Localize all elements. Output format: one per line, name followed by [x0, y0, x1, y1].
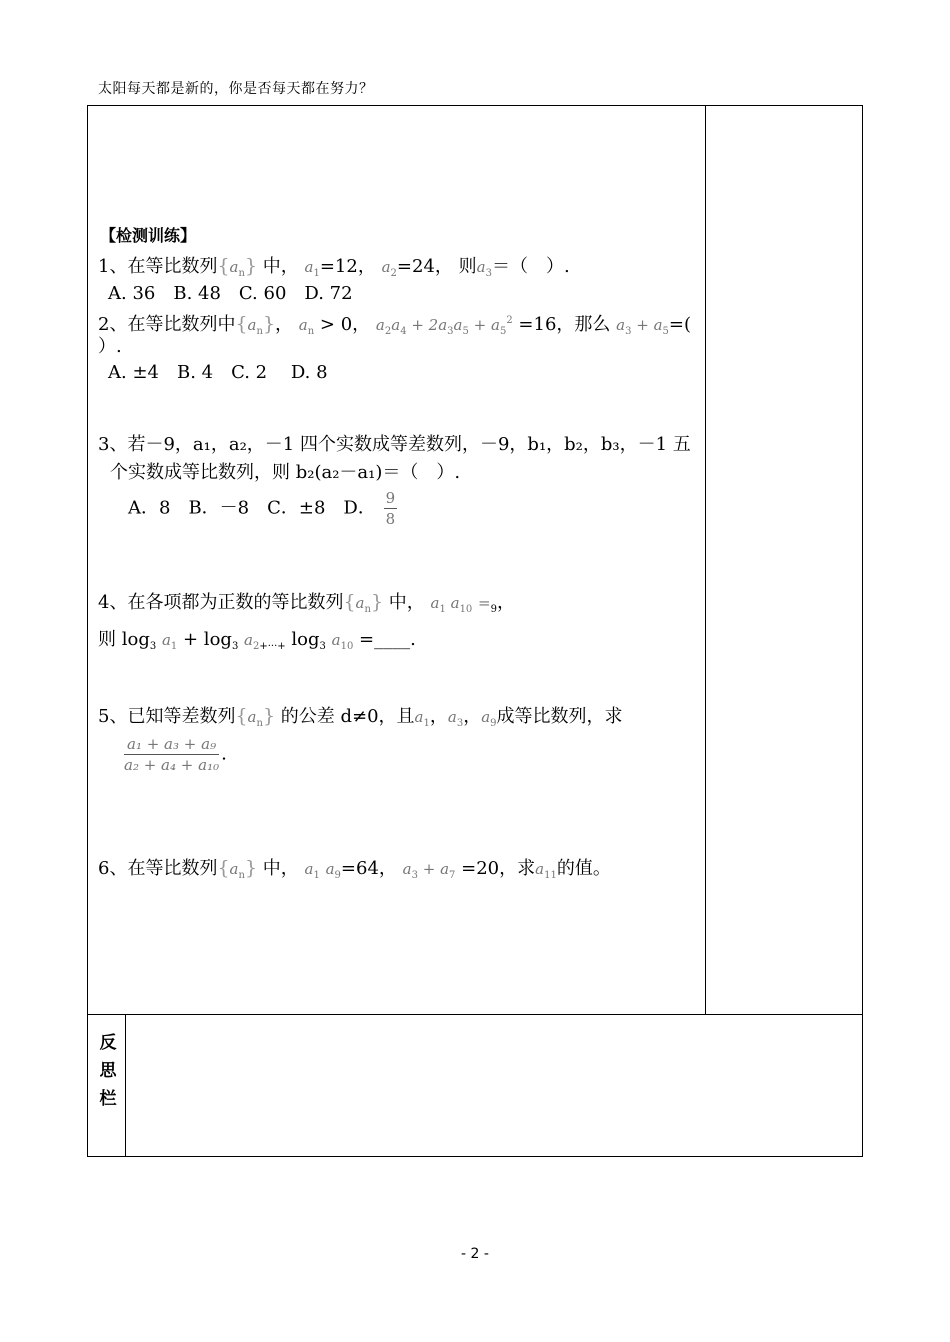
question-1: 1、在等比数列$\{a_n\}$ 中， $a_1=12$， $a_2=24$， 则$a_3=$（ ）.: [98, 255, 570, 279]
exercise-cell: [87, 105, 706, 1015]
question-1-options: A. 36 B. 48 C. 60 D. 72: [108, 283, 353, 304]
page-number: - 2 -: [461, 1246, 489, 1262]
question-2-tail: ）.: [98, 336, 122, 357]
header-motto: 太阳每天都是新的，你是否每天都在努力？: [98, 81, 374, 97]
question-3-line-2: 个实数成等比数列，则 b₂(a₂－a₁)＝（ ）.: [110, 462, 461, 483]
question-3-options: A．8 B．－8 C．±8 D． $\frac{9}{8}$: [128, 489, 396, 528]
question-4: 4、在各项都为正数的等比数列$\{a_n\}$ 中， $a_1$ $a_{10} =_9$，: [98, 591, 515, 615]
reflection-label-cell: [88, 1015, 126, 1156]
reflection-row: [87, 1014, 863, 1157]
question-4-line-2: 则 $\log_3 a_1 + \log_3 a_{2+\cdot\cdot\cdot+}$ $\log_3 a_{10}$ =____.: [98, 629, 416, 652]
question-2: 2、在等比数列中$\{a_n\}$， $a_n > 0$， $a_2a_4 + 2a_3a_5 + a_5^2 =16$，那么 $a_3 + a_5=$(: [98, 313, 692, 337]
section-title: 【检测训练】: [100, 226, 197, 245]
reflection-label: 反思栏: [99, 1033, 117, 1109]
question-3-line-1: 3、若－9，a₁，a₂，－1 四个实数成等差数列，－9，b₁，b₂，b₃，－1 五: [98, 434, 691, 455]
question-2-options: A. ±4 B. 4 C. 2 D. 8: [108, 362, 328, 383]
notes-side-cell: [705, 105, 863, 1015]
question-5-fraction: $\frac{\text{a₁ + a₃ + a₉}}{\text{a₂ + a₄ + a₁₀}}$ .: [124, 735, 227, 774]
question-6: 6、在等比数列$\{a_n\}$ 中， $a_1$ $a_9=64$， $a_3 + a_7 =20$，求$a_{11}$的值。: [98, 857, 611, 881]
question-5: 5、已知等差数列$\{a_n\}$ 的公差 d≠0，且$a_1$，$a_3$，$a_9$成等比数列，求: [98, 705, 623, 729]
